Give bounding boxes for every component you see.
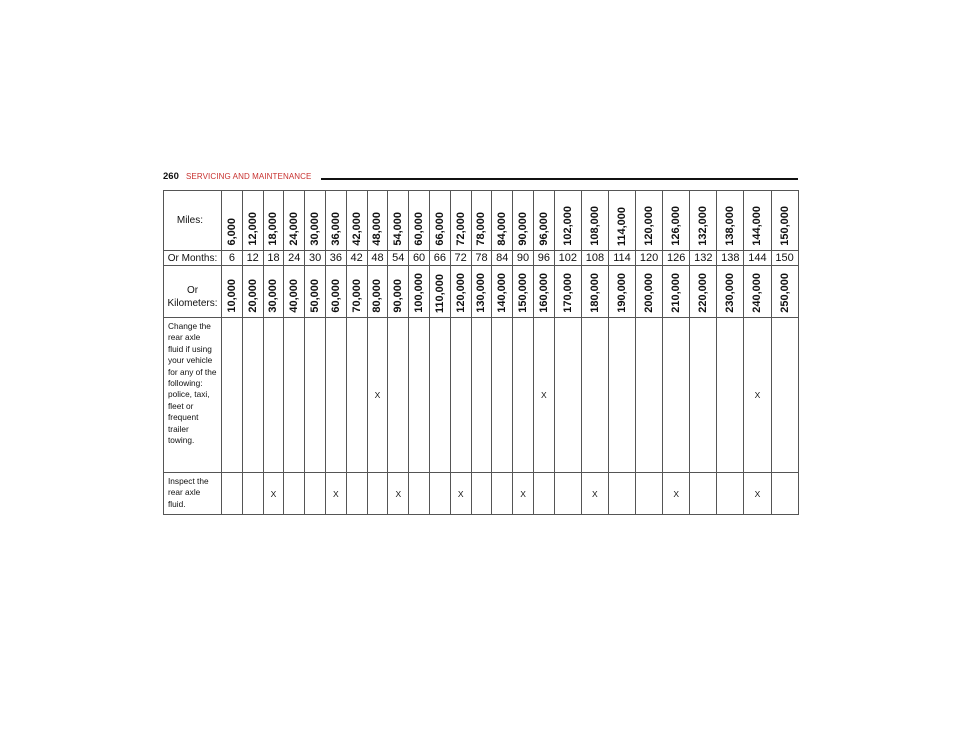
months-value: 132 (690, 251, 717, 266)
service-mark (690, 318, 717, 473)
miles-value-label: 18,000 (267, 212, 280, 246)
service-mark: X (450, 473, 471, 515)
service-mark (492, 318, 513, 473)
kilometers-value-label: 10,000 (225, 279, 238, 313)
miles-value (636, 191, 663, 251)
months-value: 84 (492, 251, 513, 266)
kilometers-value (388, 266, 409, 318)
miles-value-label: 90,000 (517, 212, 530, 246)
months-value: 72 (450, 251, 471, 266)
miles-value-label: 120,000 (643, 206, 656, 246)
months-value: 150 (771, 251, 798, 266)
service-mark (717, 318, 744, 473)
service-mark (429, 318, 450, 473)
miles-value-label: 24,000 (288, 212, 301, 246)
months-value: 54 (388, 251, 409, 266)
kilometers-value-label: 40,000 (288, 279, 301, 313)
miles-value (325, 191, 346, 251)
months-value: 36 (325, 251, 346, 266)
miles-value (533, 191, 554, 251)
miles-value (222, 191, 243, 251)
kilometers-value (533, 266, 554, 318)
months-value: 42 (346, 251, 367, 266)
service-mark (608, 473, 635, 515)
service-mark (263, 318, 284, 473)
kilometers-value (636, 266, 663, 318)
miles-value-label: 72,000 (454, 212, 467, 246)
miles-value-label: 114,000 (615, 206, 628, 246)
months-value: 12 (242, 251, 263, 266)
kilometers-value-label: 70,000 (350, 279, 363, 313)
service-mark: X (744, 318, 771, 473)
miles-value-label: 84,000 (496, 212, 509, 246)
kilometers-value (744, 266, 771, 318)
kilometers-value-label: 110,000 (433, 273, 446, 313)
service-mark (305, 318, 326, 473)
miles-value (346, 191, 367, 251)
row-description: Inspect the rear axle fluid. (164, 473, 222, 515)
kilometers-value-label: 120,000 (454, 273, 467, 313)
kilometers-value-label: 30,000 (267, 279, 280, 313)
miles-value-label: 150,000 (778, 206, 791, 246)
kilometers-value-label: 240,000 (751, 273, 764, 313)
service-mark (325, 318, 346, 473)
months-value: 96 (533, 251, 554, 266)
service-mark (471, 318, 492, 473)
months-value: 6 (222, 251, 243, 266)
page-header (163, 171, 798, 185)
miles-value-label: 36,000 (329, 212, 342, 246)
page-number: 260 (163, 171, 179, 182)
months-value: 114 (608, 251, 635, 266)
miles-value-label: 78,000 (475, 212, 488, 246)
miles-value (690, 191, 717, 251)
kilometers-value (554, 266, 581, 318)
miles-value-label: 132,000 (697, 206, 710, 246)
service-mark (222, 473, 243, 515)
kilometers-value (663, 266, 690, 318)
miles-value-label: 6,000 (225, 218, 238, 246)
months-value: 60 (409, 251, 430, 266)
miles-value (305, 191, 326, 251)
service-mark (554, 473, 581, 515)
kilometers-value-label: 230,000 (724, 273, 737, 313)
service-mark (717, 473, 744, 515)
miles-value (263, 191, 284, 251)
miles-value-label: 144,000 (751, 206, 764, 246)
miles-value (429, 191, 450, 251)
service-mark (608, 318, 635, 473)
miles-value-label: 102,000 (561, 206, 574, 246)
service-mark (554, 318, 581, 473)
service-mark: X (388, 473, 409, 515)
miles-value (513, 191, 534, 251)
service-mark (367, 473, 388, 515)
table-row (164, 318, 799, 473)
service-mark (409, 473, 430, 515)
kilometers-value-label: 220,000 (697, 273, 710, 313)
miles-value-label: 138,000 (724, 206, 737, 246)
kilometers-value-label: 20,000 (246, 279, 259, 313)
kilometers-label-line1: Or (186, 285, 199, 296)
service-mark (771, 473, 798, 515)
kilometers-value (325, 266, 346, 318)
miles-value (771, 191, 798, 251)
kilometers-value (471, 266, 492, 318)
months-row (164, 251, 799, 266)
service-mark (346, 318, 367, 473)
kilometers-value (450, 266, 471, 318)
kilometers-value-label: 150,000 (517, 273, 530, 313)
miles-value-label: 42,000 (350, 212, 363, 246)
months-value: 66 (429, 251, 450, 266)
kilometers-label-line2: Kilometers: (167, 298, 218, 309)
miles-value (471, 191, 492, 251)
miles-value (608, 191, 635, 251)
months-value: 30 (305, 251, 326, 266)
kilometers-value (284, 266, 305, 318)
months-value: 102 (554, 251, 581, 266)
kilometers-value (263, 266, 284, 318)
kilometers-value-label: 100,000 (413, 273, 426, 313)
months-value: 144 (744, 251, 771, 266)
service-mark: X (581, 473, 608, 515)
kilometers-value (346, 266, 367, 318)
miles-value (388, 191, 409, 251)
months-value: 90 (513, 251, 534, 266)
kilometers-value (581, 266, 608, 318)
miles-value (663, 191, 690, 251)
service-mark (222, 318, 243, 473)
service-mark: X (325, 473, 346, 515)
kilometers-value-label: 90,000 (392, 279, 405, 313)
miles-value (450, 191, 471, 251)
section-title: SERVICING AND MAINTENANCE (186, 172, 312, 181)
service-mark: X (533, 318, 554, 473)
service-mark (388, 318, 409, 473)
kilometers-value-label: 170,000 (561, 273, 574, 313)
service-mark (346, 473, 367, 515)
service-mark: X (744, 473, 771, 515)
months-label: Or Months: (164, 251, 222, 266)
kilometers-value-label: 60,000 (329, 279, 342, 313)
kilometers-label (164, 266, 222, 318)
kilometers-value-label: 80,000 (371, 279, 384, 313)
service-mark: X (367, 318, 388, 473)
kilometers-value (690, 266, 717, 318)
kilometers-row (164, 266, 799, 318)
kilometers-value-label: 50,000 (309, 279, 322, 313)
kilometers-value-label: 190,000 (615, 273, 628, 313)
kilometers-value (513, 266, 534, 318)
service-mark (690, 473, 717, 515)
kilometers-value (305, 266, 326, 318)
kilometers-value (429, 266, 450, 318)
miles-value (284, 191, 305, 251)
months-value: 126 (663, 251, 690, 266)
kilometers-value-label: 160,000 (537, 273, 550, 313)
kilometers-value (242, 266, 263, 318)
miles-value-label: 30,000 (309, 212, 322, 246)
months-value: 120 (636, 251, 663, 266)
service-mark (636, 473, 663, 515)
service-mark (471, 473, 492, 515)
service-mark (513, 318, 534, 473)
miles-value (581, 191, 608, 251)
miles-value (744, 191, 771, 251)
kilometers-value (409, 266, 430, 318)
miles-value-label: 66,000 (433, 212, 446, 246)
kilometers-value (492, 266, 513, 318)
miles-value (242, 191, 263, 251)
service-mark (284, 318, 305, 473)
months-value: 138 (717, 251, 744, 266)
miles-value-label: 54,000 (392, 212, 405, 246)
service-mark (242, 318, 263, 473)
months-value: 108 (581, 251, 608, 266)
service-mark (492, 473, 513, 515)
miles-value-label: 96,000 (537, 212, 550, 246)
miles-row (164, 191, 799, 251)
miles-value-label: 12,000 (246, 212, 259, 246)
months-value: 18 (263, 251, 284, 266)
kilometers-value-label: 210,000 (670, 273, 683, 313)
miles-value (717, 191, 744, 251)
header-rule (321, 178, 798, 180)
miles-value (492, 191, 513, 251)
service-mark: X (663, 473, 690, 515)
kilometers-value-label: 180,000 (588, 273, 601, 313)
miles-value-label: 60,000 (413, 212, 426, 246)
service-mark (284, 473, 305, 515)
service-mark (663, 318, 690, 473)
miles-value-label: 108,000 (588, 206, 601, 246)
service-mark: X (263, 473, 284, 515)
service-mark (450, 318, 471, 473)
miles-value-label: 126,000 (670, 206, 683, 246)
miles-value (554, 191, 581, 251)
miles-value-label: 48,000 (371, 212, 384, 246)
service-mark (771, 318, 798, 473)
service-mark (409, 318, 430, 473)
kilometers-value-label: 140,000 (496, 273, 509, 313)
kilometers-value-label: 250,000 (778, 273, 791, 313)
kilometers-value (222, 266, 243, 318)
maintenance-schedule-table (163, 190, 799, 515)
months-value: 78 (471, 251, 492, 266)
service-mark (242, 473, 263, 515)
miles-label: Miles: (164, 191, 222, 251)
row-description: Change the rear axle fluid if using your vehicle for any of the following: police, taxi, fleet or frequent trailer towing. (164, 318, 222, 473)
months-value: 48 (367, 251, 388, 266)
service-mark: X (513, 473, 534, 515)
kilometers-value-label: 130,000 (475, 273, 488, 313)
kilometers-value (771, 266, 798, 318)
service-mark (533, 473, 554, 515)
service-mark (581, 318, 608, 473)
miles-value (367, 191, 388, 251)
table-row (164, 473, 799, 515)
service-mark (305, 473, 326, 515)
kilometers-value (367, 266, 388, 318)
kilometers-value (717, 266, 744, 318)
service-mark (429, 473, 450, 515)
kilometers-value (608, 266, 635, 318)
miles-value (409, 191, 430, 251)
service-mark (636, 318, 663, 473)
kilometers-value-label: 200,000 (643, 273, 656, 313)
months-value: 24 (284, 251, 305, 266)
